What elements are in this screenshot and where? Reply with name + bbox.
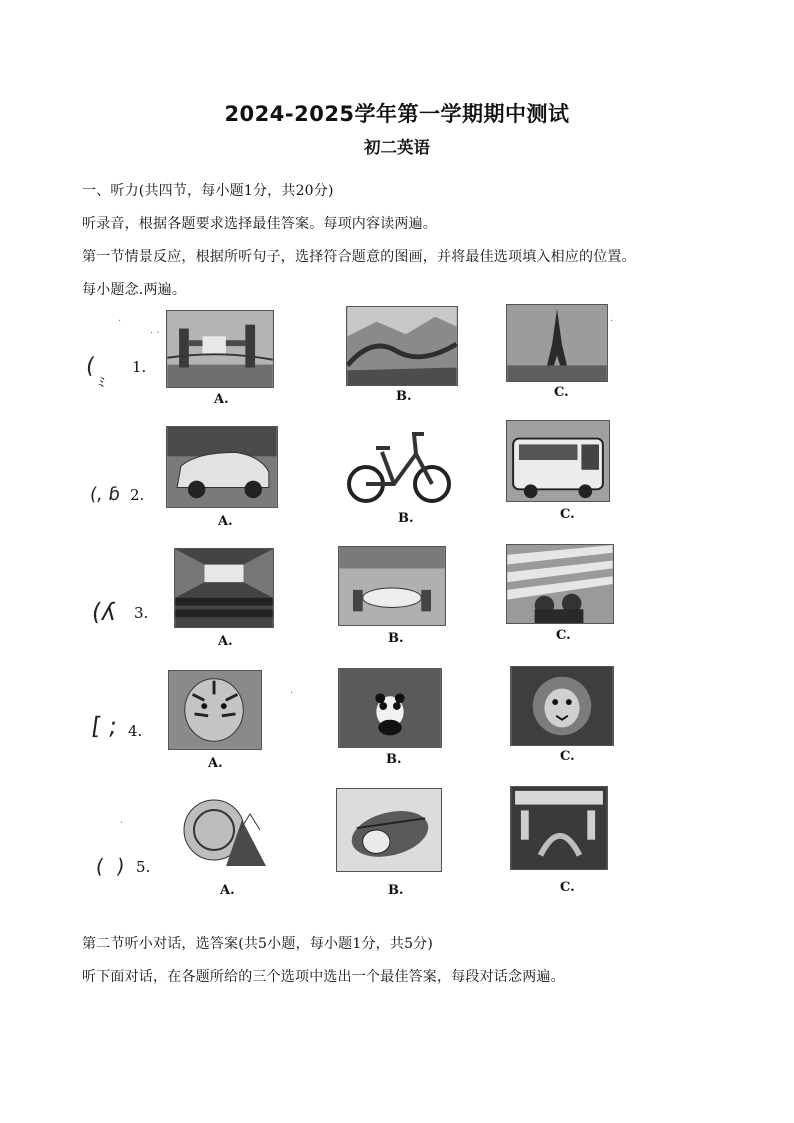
car-photo <box>166 426 278 508</box>
exam-subtitle: 初二英语 <box>364 138 430 157</box>
option-letter: C. <box>554 385 569 400</box>
option-letter: A. <box>208 756 223 771</box>
question-number: 1. <box>132 358 147 376</box>
question-number: 3. <box>134 604 149 622</box>
option-letter: B. <box>388 883 404 898</box>
section2-heading: 第二节听小对话，选答案(共5小题，每小题1分，共5分) <box>82 936 434 952</box>
option-letter: A. <box>218 634 233 649</box>
lion-photo <box>510 666 614 746</box>
section1-heading: 一、听力(共四节，每小题1分，共20分) <box>82 183 334 199</box>
section2-instruction: 听下面对话，在各题所给的三个选项中选出一个最佳答案，每段对话念两遍。 <box>82 969 565 985</box>
scan-speck: · · <box>150 328 160 339</box>
handwritten-answer-bracket: ( <box>84 354 97 379</box>
handwritten-answer-mark: ﾐ <box>96 375 106 391</box>
question-number: 2. <box>130 486 145 504</box>
option-letter: C. <box>556 628 571 643</box>
option-letter: C. <box>560 880 575 895</box>
scan-speck: · <box>290 688 294 699</box>
scan-speck: · <box>610 316 614 327</box>
option-letter: B. <box>396 389 412 404</box>
option-letter: A. <box>220 883 235 898</box>
bicycle-photo <box>344 424 454 506</box>
mooncake-photo <box>176 790 272 874</box>
option-letter: A. <box>214 392 229 407</box>
question-number: 5. <box>136 858 151 876</box>
scan-speck: · <box>118 316 122 327</box>
great-wall-photo <box>346 306 458 386</box>
option-letter: C. <box>560 507 575 522</box>
question-number: 4. <box>128 722 143 740</box>
handwritten-answer-bracket: (, ɓ <box>88 484 122 505</box>
scan-speck: · <box>120 818 124 829</box>
handwritten-answer-bracket: [ ; <box>90 712 120 740</box>
eiffel-tower-photo <box>506 304 608 382</box>
rice-dumpling-photo <box>336 788 442 872</box>
handwritten-answer-bracket: (ʎ <box>90 598 118 626</box>
tiger-photo <box>168 670 262 750</box>
restaurant-photo <box>338 546 446 626</box>
spring-festival-photo <box>510 786 608 870</box>
option-letter: C. <box>560 749 575 764</box>
part1-instruction: 第一节情景反应，根据所听句子，选择符合题意的图画，并将最佳选项填入相应的位置。 <box>82 249 636 265</box>
cinema-hall-photo <box>174 548 274 628</box>
tower-bridge-photo <box>166 310 274 388</box>
handwritten-answer-bracket: ( ) <box>94 854 127 878</box>
section1-instruction: 听录音，根据各题要求选择最佳答案。每项内容读两遍。 <box>82 216 437 232</box>
bus-photo <box>506 420 610 502</box>
panda-photo <box>338 668 442 748</box>
option-letter: A. <box>218 514 233 529</box>
option-letter: B. <box>388 631 404 646</box>
option-letter: B. <box>386 752 402 767</box>
exam-title: 2024-2025学年第一学期期中测试 <box>224 102 570 126</box>
part1-instruction-cont: 每小题念.两遍。 <box>82 282 187 298</box>
supermarket-photo <box>506 544 614 624</box>
option-letter: B. <box>398 511 414 526</box>
